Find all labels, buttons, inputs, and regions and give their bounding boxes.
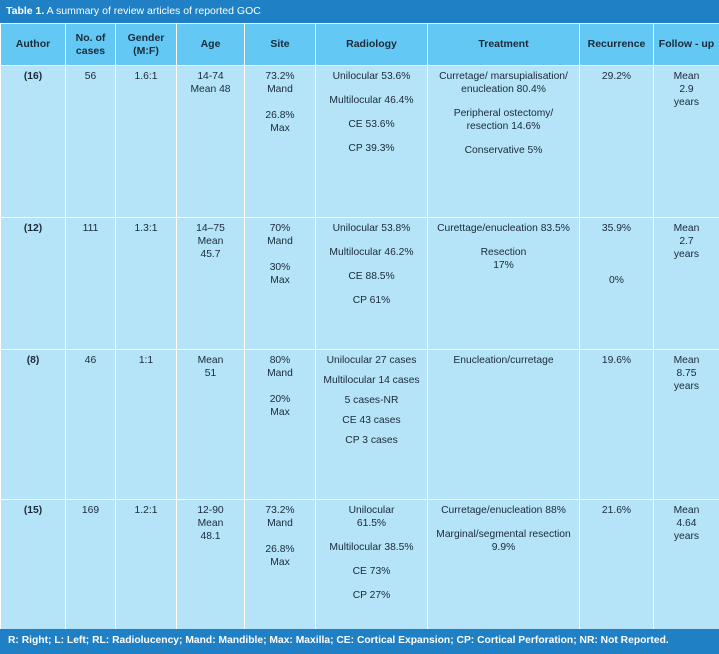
table-row [1,66,719,218]
age-mean-label: Mean [197,518,224,529]
radiology-item: Multilocular 46.4% [329,95,414,106]
followup-value: 2.9 [679,84,694,95]
followup-label: Mean [673,71,700,82]
site-max-percent: 26.8% [265,544,295,555]
table-row [1,500,719,630]
site-cell [245,500,316,630]
site-mand-label: Mand [267,518,293,529]
followup-cell [654,66,719,218]
age-cell [177,66,245,218]
cases-cell: 46 [66,350,116,500]
radiology-item: Unilocular 53.8% [332,223,411,234]
site-mand-percent: 70% [269,223,291,234]
treatment-cell [428,500,580,630]
site-cell [245,350,316,500]
gender-cell: 1.3:1 [116,218,177,350]
treatment-cell [428,66,580,218]
site-mand-label: Mand [267,84,293,95]
radiology-item: Multilocular 46.2% [329,247,414,258]
followup-unit: years [673,249,700,260]
followup-label: Mean [673,355,700,366]
recurrence-cell [580,218,654,350]
radiology-item: CE 88.5% [348,271,395,282]
recurrence-cell [580,66,654,218]
site-max-label: Max [270,557,290,568]
site-max-label: Max [270,407,290,418]
cases-cell: 169 [66,500,116,630]
radiology-item: Multilocular 14 cases [323,375,420,386]
header-age: Age [177,24,245,66]
site-mand-percent: 80% [269,355,291,366]
gender-cell: 1.2:1 [116,500,177,630]
followup-value: 4.64 [676,518,697,529]
table-row [1,218,719,350]
site-max-percent: 30% [269,262,291,273]
treatment-item: Curretage/enucleation 88% [441,505,566,516]
header-gender: Gender (M:F) [116,24,177,66]
site-mand-percent: 73.2% [265,71,295,82]
header-site: Site [245,24,316,66]
treatment-cell [428,350,580,500]
header-cases: No. of cases [66,24,116,66]
recurrence-cell [580,500,654,630]
header-treatment: Treatment [428,24,580,66]
age-mean-label: Mean [197,355,224,366]
radiology-cell [316,66,428,218]
table-caption [0,0,719,23]
age-mean-value: 45.7 [200,249,221,260]
treatment-cell [428,218,580,350]
review-articles-table [0,23,719,630]
table-caption-text: A summary of review articles of reported GOC [46,5,261,17]
age-range: 12-90 [197,505,224,516]
age-cell [177,218,245,350]
gender-cell: 1:1 [116,350,177,500]
recurrence-value: 29.2% [601,71,632,82]
treatment-item: Enucleation/curretage [453,355,554,366]
radiology-item: Unilocular 61.5% [348,505,395,529]
followup-unit: years [673,381,700,392]
recurrence-value: 21.6% [601,505,632,516]
site-mand-label: Mand [267,236,293,247]
followup-unit: years [673,97,700,108]
site-max-percent: 20% [269,394,291,405]
treatment-item: Curretage/ marsupialisation/ enucleation 80.4% [439,71,568,95]
author-cell: (8) [1,350,66,500]
site-cell [245,66,316,218]
followup-value: 8.75 [676,368,697,379]
followup-cell [654,500,719,630]
age-range: 14–75 [196,223,225,234]
treatment-item: Resection 17% [480,247,527,271]
age-mean: Mean 48 [190,84,231,95]
author-cell: (16) [1,66,66,218]
followup-value: 2.7 [679,236,694,247]
recurrence-cell [580,350,654,500]
radiology-item: Multilocular 38.5% [329,542,414,553]
followup-unit: years [673,531,700,542]
radiology-cell [316,218,428,350]
author-cell: (15) [1,500,66,630]
recurrence-value: 19.6% [601,355,632,366]
recurrence-value: 35.9% [601,223,632,234]
cases-cell: 56 [66,66,116,218]
followup-label: Mean [673,223,700,234]
table-footnote: R: Right; L: Left; RL: Radiolucency; Mand: Mandible; Max: Maxilla; CE: Cortical Expansion; CP: Cortical Perforation; NR: Not Reported. [0,629,719,654]
radiology-item: Unilocular 27 cases [326,355,417,366]
site-max-percent: 26.8% [265,110,295,121]
treatment-item: Conservative 5% [464,145,543,156]
site-max-label: Max [270,123,290,134]
radiology-item: CE 53.6% [348,119,395,130]
site-cell [245,218,316,350]
age-mean-value: 51 [204,368,217,379]
followup-cell [654,350,719,500]
site-mand-label: Mand [267,368,293,379]
radiology-item: CP 61% [352,295,391,306]
radiology-item: CP 27% [352,590,391,601]
header-radiology: Radiology [316,24,428,66]
treatment-item: Curettage/enucleation 83.5% [437,223,570,234]
table-caption-label: Table 1. [6,5,45,17]
author-cell: (12) [1,218,66,350]
age-mean-value: 48.1 [200,531,221,542]
radiology-item: CP 3 cases [345,435,398,446]
followup-label: Mean [673,505,700,516]
radiology-item: 5 cases-NR [344,395,399,406]
age-cell [177,350,245,500]
site-max-label: Max [270,275,290,286]
age-cell [177,500,245,630]
radiology-item: CP 39.3% [348,143,395,154]
radiology-item: CE 73% [352,566,391,577]
cases-cell: 111 [66,218,116,350]
treatment-item: Peripheral ostectomy/ resection 14.6% [453,108,554,132]
site-mand-percent: 73.2% [265,505,295,516]
radiology-cell [316,500,428,630]
header-row [1,24,719,66]
gender-cell: 1.6:1 [116,66,177,218]
radiology-item: Unilocular 53.6% [332,71,411,82]
followup-cell [654,218,719,350]
age-range: 14-74 [197,71,224,82]
table-row [1,350,719,500]
header-followup: Follow - up [654,24,719,66]
treatment-item: Marginal/segmental resection 9.9% [436,529,571,553]
recurrence-value: 0% [609,275,624,286]
radiology-item: CE 43 cases [342,415,401,426]
header-author: Author [1,24,66,66]
header-recurrence: Recurrence [580,24,654,66]
age-mean-label: Mean [197,236,224,247]
radiology-cell [316,350,428,500]
